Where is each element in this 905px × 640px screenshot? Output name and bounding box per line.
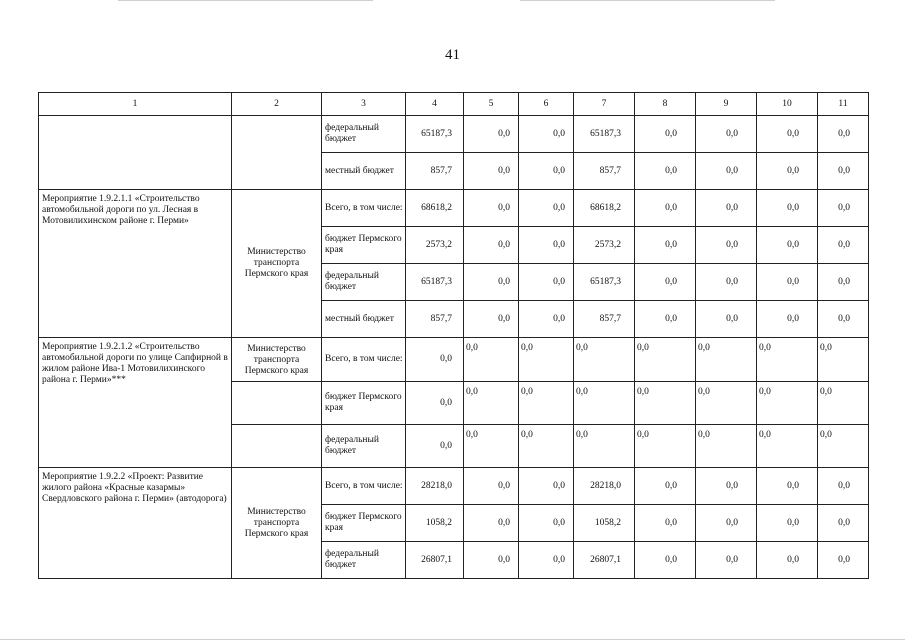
table-row xyxy=(39,338,869,382)
budget-table xyxy=(38,92,869,579)
page-number: 41 xyxy=(445,47,460,63)
value-cell: 0,0 xyxy=(519,468,574,505)
value-cell: 0,0 xyxy=(635,542,696,579)
value-cell: 0,0 xyxy=(757,338,818,382)
value-cell: 0,0 xyxy=(464,382,519,425)
value-cell: 0,0 xyxy=(818,425,869,468)
value-cell: 0,0 xyxy=(757,116,818,153)
value-cell: 0,0 xyxy=(406,382,464,425)
value-cell: 0,0 xyxy=(574,338,635,382)
value-cell: 0,0 xyxy=(519,338,574,382)
value-cell: 0,0 xyxy=(696,382,757,425)
column-header: 7 xyxy=(574,93,635,116)
value-cell: 0,0 xyxy=(696,116,757,153)
value-cell: 0,0 xyxy=(635,227,696,264)
value-cell: 0,0 xyxy=(696,227,757,264)
executor-cell: Министерство транспорта Пермского края xyxy=(232,468,322,579)
column-header: 11 xyxy=(818,93,869,116)
executor-cell xyxy=(232,425,322,468)
value-cell: 0,0 xyxy=(757,505,818,542)
value-cell: 857,7 xyxy=(574,153,635,190)
value-cell: 0,0 xyxy=(635,153,696,190)
value-cell: 0,0 xyxy=(818,301,869,338)
table-row xyxy=(39,468,869,505)
executor-cell xyxy=(232,382,322,425)
value-cell: 65187,3 xyxy=(574,116,635,153)
funding-source-cell: Всего, в том числе: xyxy=(322,190,406,227)
value-cell: 28218,0 xyxy=(406,468,464,505)
value-cell: 0,0 xyxy=(519,382,574,425)
value-cell: 0,0 xyxy=(696,468,757,505)
value-cell: 0,0 xyxy=(464,468,519,505)
value-cell: 0,0 xyxy=(635,338,696,382)
table-row xyxy=(39,190,869,227)
funding-source-cell: федеральный бюджет xyxy=(322,542,406,579)
funding-source-cell: федеральный бюджет xyxy=(322,425,406,468)
column-header: 10 xyxy=(757,93,818,116)
value-cell: 0,0 xyxy=(696,338,757,382)
value-cell: 0,0 xyxy=(818,338,869,382)
value-cell: 0,0 xyxy=(696,505,757,542)
value-cell: 0,0 xyxy=(818,116,869,153)
value-cell: 0,0 xyxy=(464,301,519,338)
value-cell: 2573,2 xyxy=(574,227,635,264)
value-cell: 0,0 xyxy=(519,264,574,301)
value-cell: 0,0 xyxy=(757,382,818,425)
value-cell: 0,0 xyxy=(818,190,869,227)
value-cell: 0,0 xyxy=(519,153,574,190)
value-cell: 0,0 xyxy=(574,382,635,425)
value-cell: 1058,2 xyxy=(574,505,635,542)
table-row xyxy=(39,116,869,153)
executor-cell: Министерство транспорта Пермского края xyxy=(232,338,322,382)
funding-source-cell: местный бюджет xyxy=(322,301,406,338)
executor-cell: Министерство транспорта Пермского края xyxy=(232,190,322,338)
value-cell: 0,0 xyxy=(757,153,818,190)
column-header: 4 xyxy=(406,93,464,116)
funding-source-cell: местный бюджет xyxy=(322,153,406,190)
column-header: 1 xyxy=(39,93,232,116)
value-cell: 0,0 xyxy=(818,382,869,425)
value-cell: 0,0 xyxy=(519,116,574,153)
value-cell: 1058,2 xyxy=(406,505,464,542)
value-cell: 0,0 xyxy=(519,505,574,542)
value-cell: 0,0 xyxy=(519,190,574,227)
value-cell: 0,0 xyxy=(635,190,696,227)
value-cell: 0,0 xyxy=(818,505,869,542)
column-header: 5 xyxy=(464,93,519,116)
value-cell: 0,0 xyxy=(818,468,869,505)
value-cell: 26807,1 xyxy=(406,542,464,579)
activity-cell: Мероприятие 1.9.2.1.2 «Строительство автомобильной дороги по улице Сапфирной в жилом районе Ива-1 Мотовилихинского района г. Перми»*** xyxy=(39,338,232,468)
value-cell: 0,0 xyxy=(464,425,519,468)
scan-edge-line-left xyxy=(118,0,373,1)
funding-source-cell: бюджет Пермского края xyxy=(322,382,406,425)
value-cell: 0,0 xyxy=(696,153,757,190)
column-header: 2 xyxy=(232,93,322,116)
value-cell: 26807,1 xyxy=(574,542,635,579)
value-cell: 0,0 xyxy=(406,338,464,382)
funding-source-cell: Всего, в том числе: xyxy=(322,338,406,382)
funding-source-cell: федеральный бюджет xyxy=(322,116,406,153)
activity-cell: Мероприятие 1.9.2.1.1 «Строительство автомобильной дороги по ул. Лесная в Мотовилихинском районе г. Перми» xyxy=(39,190,232,338)
value-cell: 0,0 xyxy=(757,227,818,264)
column-header: 8 xyxy=(635,93,696,116)
value-cell: 857,7 xyxy=(574,301,635,338)
column-header: 9 xyxy=(696,93,757,116)
value-cell: 0,0 xyxy=(464,153,519,190)
value-cell: 0,0 xyxy=(464,116,519,153)
value-cell: 0,0 xyxy=(757,264,818,301)
value-cell: 0,0 xyxy=(519,425,574,468)
value-cell: 0,0 xyxy=(464,338,519,382)
value-cell: 2573,2 xyxy=(406,227,464,264)
value-cell: 0,0 xyxy=(574,425,635,468)
value-cell: 68618,2 xyxy=(574,190,635,227)
value-cell: 0,0 xyxy=(696,542,757,579)
value-cell: 0,0 xyxy=(464,264,519,301)
funding-source-cell: Всего, в том числе: xyxy=(322,468,406,505)
value-cell: 65187,3 xyxy=(574,264,635,301)
value-cell: 0,0 xyxy=(519,542,574,579)
funding-source-cell: бюджет Пермского края xyxy=(322,505,406,542)
value-cell: 0,0 xyxy=(519,301,574,338)
value-cell: 0,0 xyxy=(635,264,696,301)
activity-cell: Мероприятие 1.9.2.2 «Проект: Развитие жилого района «Красные казармы» Свердловского района г. Перми» (автодорога) xyxy=(39,468,232,579)
value-cell: 0,0 xyxy=(635,468,696,505)
funding-source-cell: бюджет Пермского края xyxy=(322,227,406,264)
value-cell: 0,0 xyxy=(818,542,869,579)
value-cell: 0,0 xyxy=(818,227,869,264)
header-row xyxy=(39,93,869,116)
value-cell: 0,0 xyxy=(757,542,818,579)
value-cell: 0,0 xyxy=(635,425,696,468)
value-cell: 0,0 xyxy=(757,425,818,468)
value-cell: 0,0 xyxy=(464,542,519,579)
value-cell: 857,7 xyxy=(406,153,464,190)
value-cell: 28218,0 xyxy=(574,468,635,505)
value-cell: 0,0 xyxy=(818,153,869,190)
funding-source-cell: федеральный бюджет xyxy=(322,264,406,301)
value-cell: 0,0 xyxy=(696,264,757,301)
value-cell: 0,0 xyxy=(757,190,818,227)
column-header: 6 xyxy=(519,93,574,116)
activity-cell xyxy=(39,116,232,190)
value-cell: 0,0 xyxy=(635,505,696,542)
value-cell: 0,0 xyxy=(464,190,519,227)
executor-cell xyxy=(232,116,322,190)
value-cell: 0,0 xyxy=(757,468,818,505)
value-cell: 0,0 xyxy=(696,425,757,468)
value-cell: 0,0 xyxy=(696,190,757,227)
value-cell: 0,0 xyxy=(635,382,696,425)
value-cell: 0,0 xyxy=(757,301,818,338)
value-cell: 857,7 xyxy=(406,301,464,338)
value-cell: 0,0 xyxy=(696,301,757,338)
value-cell: 0,0 xyxy=(818,264,869,301)
value-cell: 0,0 xyxy=(464,505,519,542)
value-cell: 0,0 xyxy=(635,116,696,153)
value-cell: 68618,2 xyxy=(406,190,464,227)
value-cell: 65187,3 xyxy=(406,264,464,301)
value-cell: 0,0 xyxy=(464,227,519,264)
scan-edge-line-right xyxy=(520,0,775,1)
column-header: 3 xyxy=(322,93,406,116)
value-cell: 0,0 xyxy=(519,227,574,264)
value-cell: 0,0 xyxy=(406,425,464,468)
value-cell: 0,0 xyxy=(635,301,696,338)
value-cell: 65187,3 xyxy=(406,116,464,153)
